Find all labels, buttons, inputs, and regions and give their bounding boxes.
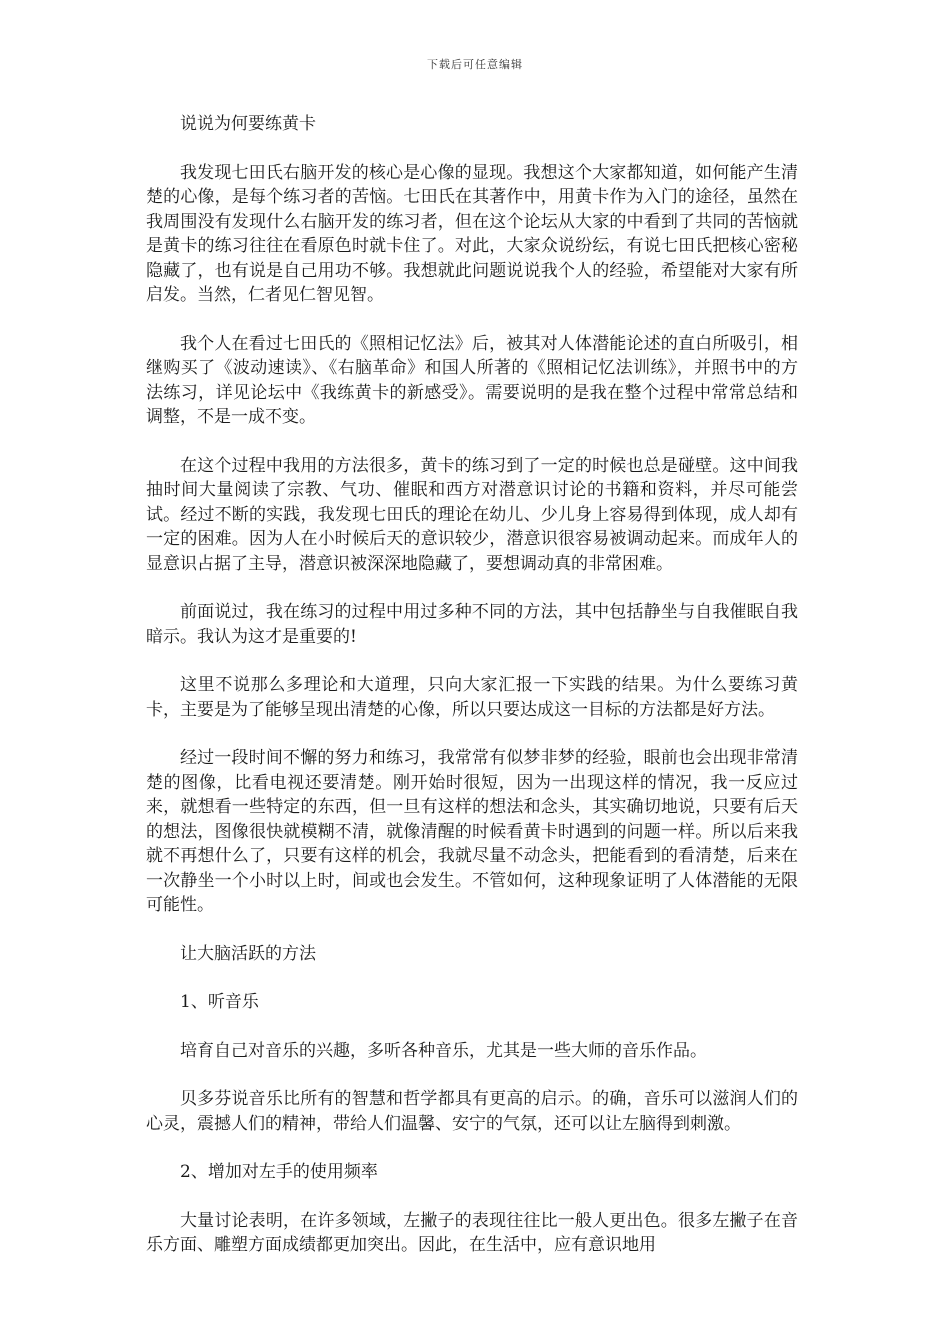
paragraph: 在这个过程中我用的方法很多，黄卡的练习到了一定的时候也总是碰壁。这中间我抽时间大量阅读了宗教、气功、催眠和西方对潜意识讨论的书籍和资料，并尽可能尝试。经过不断的实践，我发现七田氏的理论在幼儿、少儿身上容易得到体现，成人却有一定的困难。因为人在小时候后天的意识较少，潜意识很容易被调动起来。而成年人的显意识占据了主导，潜意识被深深地隐藏了，要想调动真的非常困难。 xyxy=(146,455,798,574)
subsection-heading: 1、听音乐 xyxy=(180,992,259,1012)
paragraph: 前面说过，我在练习的过程中用过多种不同的方法，其中包括静坐与自我催眠自我暗示。我认为这才是重要的! xyxy=(146,602,798,647)
document-body xyxy=(146,112,798,1282)
section-heading: 让大脑活跃的方法 xyxy=(180,943,316,964)
section-heading: 说说为何要练黄卡 xyxy=(180,114,316,134)
page-header-note: 下载后可任意编辑 xyxy=(427,58,523,71)
paragraph: 我发现七田氏右脑开发的核心是心像的显现。我想这个大家都知道，如何能产生清楚的心像，是每个练习者的苦恼。七田氏在其著作中，用黄卡作为入门的途径，虽然在我周围没有发现什么右脑开发的练习者，但在这个论坛从大家的中看到了共同的苦恼就是黄卡的练习往往在看原色时就卡住了。对此，大家众说纷纭，有说七田氏把核心密秘隐藏了，也有说是自己用功不够。我想就此问题说说我个人的经验，希望能对大家有所启发。当然，仁者见仁智见智。 xyxy=(146,162,798,305)
paragraph: 经过一段时间不懈的努力和练习，我常常有似梦非梦的经验，眼前也会出现非常清楚的图像，比看电视还要清楚。刚开始时很短，因为一出现这样的情况，我一反应过来，就想看一些特定的东西，但一旦有这样的想法和念头，其实确切地说，只要有后天的想法，图像很快就模糊不清，就像清醒的时候看黄卡时遇到的问题一样。所以后来我就不再想什么了，只要有这样的机会，我就尽量不动念头，把能看到的看清楚，后来在一次静坐一个小时以上时，间或也会发生。不管如何，这种现象证明了人体潜能的无限可能性。 xyxy=(146,748,798,915)
paragraph: 贝多芬说音乐比所有的智慧和哲学都具有更高的启示。的确，音乐可以滋润人们的心灵，震撼人们的精神，带给人们温馨、安宁的气氛，还可以让左脑得到刺激。 xyxy=(146,1089,798,1134)
paragraph: 培育自己对音乐的兴趣，多听各种音乐，尤其是一些大师的音乐作品。 xyxy=(180,1040,707,1061)
paragraph: 这里不说那么多理论和大道理，只向大家汇报一下实践的结果。为什么要练习黄卡，主要是为了能够呈现出清楚的心像，所以只要达成这一目标的方法都是好方法。 xyxy=(146,675,798,720)
paragraph: 大量讨论表明，在许多领域，左撇子的表现往往比一般人更出色。很多左撇子在音乐方面、雕塑方面成绩都更加突出。因此，在生活中，应有意识地用 xyxy=(146,1210,798,1255)
subsection-heading: 2、增加对左手的使用频率 xyxy=(180,1162,378,1182)
paragraph: 我个人在看过七田氏的《照相记忆法》后，被其对人体潜能论述的直白所吸引，相继购买了《波动速读》、《右脑革命》和国人所著的《照相记忆法训练》，并照书中的方法练习，详见论坛中《我练黄卡的新感受》。需要说明的是我在整个过程中常常总结和调整，不是一成不变。 xyxy=(146,333,798,427)
